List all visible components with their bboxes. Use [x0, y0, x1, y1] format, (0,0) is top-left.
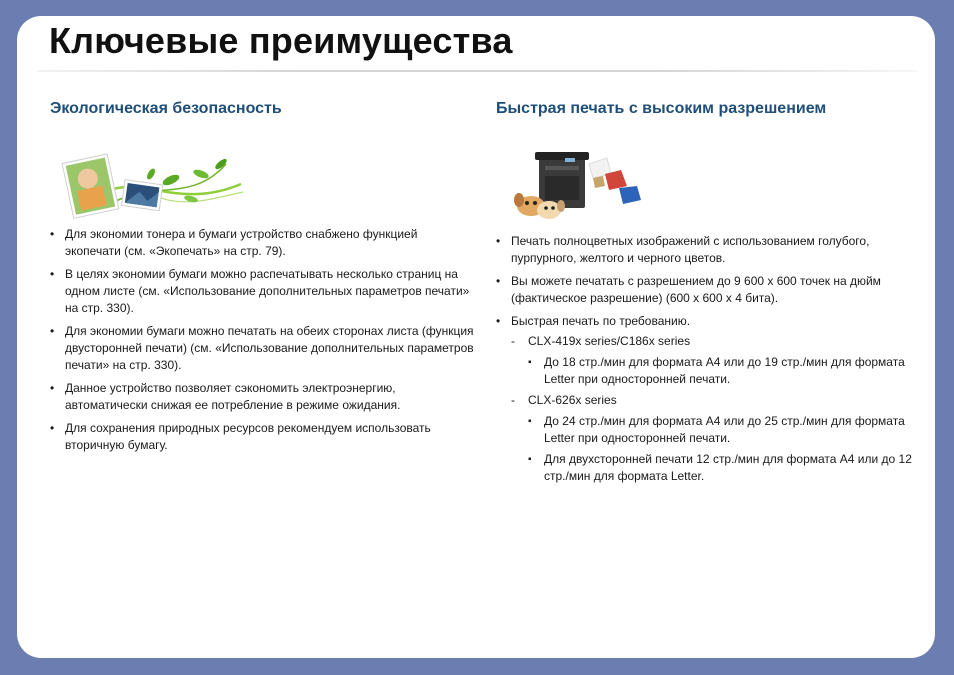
eco-illustration [51, 144, 251, 224]
list-item: • Быстрая печать по требованию. [496, 313, 916, 330]
list-item: • Для сохранения природных ресурсов рекомендуем использовать вторичную бумагу. [50, 420, 475, 454]
printer-illustration [509, 146, 649, 227]
model-spec: ▪ До 18 стр./мин для формата A4 или до 19 стр./мин для формата Letter при односторонней печати. [496, 354, 916, 388]
model-spec: ▪ Для двухсторонней печати 12 стр./мин для формата A4 или до 12 стр./мин для формата Letter. [496, 451, 916, 485]
model-name: - CLX-626x series [496, 392, 916, 409]
model-spec: ▪ До 24 стр./мин для формата A4 или до 25 стр./мин для формата Letter при односторонней печати. [496, 413, 916, 447]
eco-heading: Экологическая безопасность [50, 100, 282, 117]
eco-list [50, 226, 475, 460]
manual-page [17, 16, 935, 658]
list-item: • Вы можете печатать с разрешением до 9 600 x 600 точек на дюйм (фактическое разрешение) (600 x 600 x 4 бита). [496, 273, 916, 307]
title-divider [37, 70, 917, 72]
print-heading: Быстрая печать с высоким разрешением [496, 100, 827, 117]
list-item: • Данное устройство позволяет сэкономить электроэнергию, автоматически снижая ее потребление в режиме ожидания. [50, 380, 475, 414]
list-item: • Для экономии тонера и бумаги устройство снабжено функцией экопечати (см. «Экопечать» на стр. 79). [50, 226, 475, 260]
list-item: • В целях экономии бумаги можно распечатывать несколько страниц на одном листе (см. «Использование дополнительных параметров печати» на стр. 330). [50, 266, 475, 317]
list-item: • Печать полноцветных изображений с использованием голубого, пурпурного, желтого и черного цветов. [496, 233, 916, 267]
page-title: Ключевые преимущества [49, 20, 513, 61]
model-name: - CLX-419x series/C186x series [496, 333, 916, 350]
print-list [496, 233, 916, 489]
list-item: • Для экономии бумаги можно печатать на обеих сторонах листа (функция двусторонней печати) (см. «Использование дополнительных параметров печати» на стр. 330). [50, 323, 475, 374]
